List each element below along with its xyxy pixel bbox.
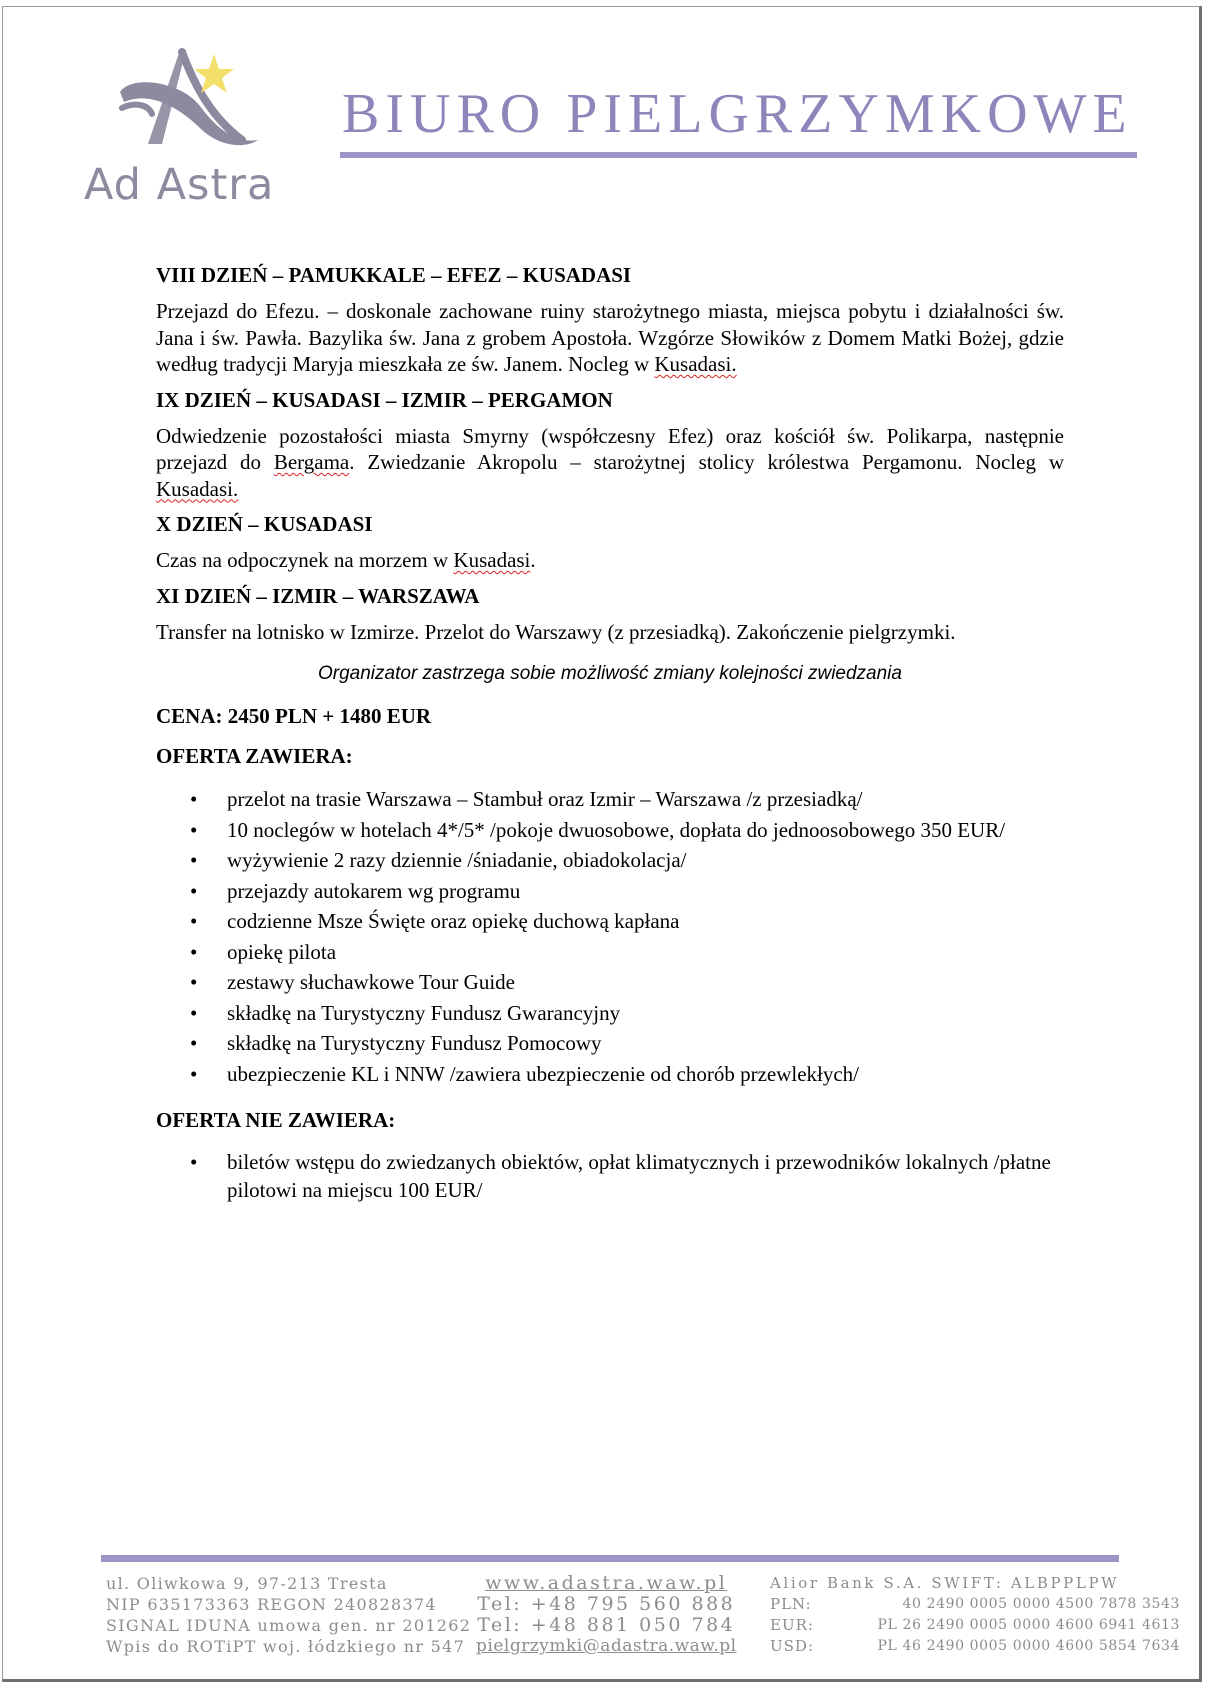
- list-item: • 10 noclegów w hotelach 4*/5* /pokoje dwuosobowe, dopłata do jednoosobowego 350 EUR/: [156, 815, 1064, 846]
- header-divider: [340, 152, 1137, 158]
- bank-name: Alior Bank S.A. SWIFT: ALBPPLPW: [770, 1574, 1120, 1592]
- document-body: [156, 262, 1064, 1222]
- office-title: BIURO PIELGRZYMKOWE: [342, 83, 1133, 145]
- excludes-list: [156, 1148, 1064, 1204]
- account-number: PL 46 2490 0005 0000 4600 5854 7634: [877, 1638, 1180, 1654]
- insurance-line: SIGNAL IDUNA umowa gen. nr 201262: [106, 1616, 472, 1635]
- nip-regon: NIP 635173363 REGON 240828374: [106, 1595, 437, 1614]
- footer-address: [106, 1573, 471, 1657]
- list-item: • opiekę pilota: [156, 937, 1064, 968]
- phone-2: Tel: +48 881 050 784: [477, 1614, 736, 1636]
- account-pln: [770, 1594, 1180, 1615]
- list-item: • składkę na Turystyczny Fundusz Gwarancyjny: [156, 998, 1064, 1029]
- excludes-heading: OFERTA NIE ZAWIERA:: [156, 1108, 396, 1132]
- website-link[interactable]: www.adastra.waw.pl: [485, 1572, 728, 1594]
- day-9-text: Odwiedzenie pozostałości miasta Smyrny (współczesny Efez) oraz kościół św. Polikarpa, następnie przejazd do Bergama. Zwiedzanie Akropolu – starożytnej stolicy królestwa Pergamonu. Nocleg w Kusadasi.: [156, 423, 1064, 501]
- logo-text: Ad Astra: [84, 160, 275, 210]
- account-usd: [770, 1636, 1180, 1657]
- account-label: EUR:: [770, 1616, 814, 1634]
- list-item: • codzienne Msze Święte oraz opiekę duchową kapłana: [156, 906, 1064, 937]
- includes-heading: OFERTA ZAWIERA:: [156, 744, 353, 768]
- day-11-heading: XI DZIEŃ – IZMIR – WARSZAWA: [156, 583, 480, 608]
- account-eur: [770, 1615, 1180, 1636]
- registry-line: Wpis do ROTiPT woj. łódzkiego nr 547: [106, 1637, 466, 1656]
- account-label: PLN:: [770, 1595, 812, 1613]
- account-number: 40 2490 0005 0000 4500 7878 3543: [902, 1596, 1180, 1612]
- list-item: • biletów wstępu do zwiedzanych obiektów, opłat klimatycznych i przewodników lokalnych /płatne pilotowi na miejscu 100 EUR/: [156, 1148, 1064, 1204]
- list-item: • wyżywienie 2 razy dziennie /śniadanie, obiadokolacja/: [156, 845, 1064, 876]
- email-link[interactable]: pielgrzymki@adastra.waw.pl: [476, 1636, 737, 1656]
- account-number: PL 26 2490 0005 0000 4600 6941 4613: [877, 1617, 1180, 1633]
- list-item: • przejazdy autokarem wg programu: [156, 876, 1064, 907]
- day-9-heading: IX DZIEŃ – KUSADASI – IZMIR – PERGAMON: [156, 387, 613, 412]
- footer-contact: [476, 1573, 737, 1657]
- list-item: • zestawy słuchawkowe Tour Guide: [156, 967, 1064, 998]
- address-line: ul. Oliwkowa 9, 97-213 Tresta: [106, 1574, 388, 1593]
- organizer-note: Organizator zastrzega sobie możliwość zmiany kolejności zwiedzania: [318, 663, 902, 684]
- price: CENA: 2450 PLN + 1480 EUR: [156, 703, 432, 728]
- day-11-text: Transfer na lotnisko w Izmirze. Przelot do Warszawy (z przesiadką). Zakończenie pielgrzymki.: [156, 619, 956, 644]
- list-item: • ubezpieczenie KL i NNW /zawiera ubezpieczenie od chorób przewlekłych/: [156, 1059, 1064, 1090]
- footer-divider: [101, 1555, 1119, 1562]
- phone-1: Tel: +48 795 560 888: [477, 1593, 736, 1615]
- account-label: USD:: [770, 1637, 814, 1655]
- list-item: • składkę na Turystyczny Fundusz Pomocowy: [156, 1028, 1064, 1059]
- day-8-text: Przejazd do Efezu. – doskonale zachowane ruiny starożytnego miasta, miejsca pobytu i działalności św. Jana i św. Pawła. Bazylika św. Jana z grobem Apostoła. Wzgórze Słowików z Domem Matki Bożej, gdzie według tradycji Maryja mieszkała ze św. Janem. Nocleg w Kusadasi.: [156, 299, 1064, 376]
- day-10-heading: X DZIEŃ – KUSADASI: [156, 512, 373, 536]
- day-8-heading: VIII DZIEŃ – PAMUKKALE – EFEZ – KUSADASI: [156, 263, 632, 287]
- day-10-text: Czas na odpoczynek na morzem w Kusadasi.: [156, 548, 536, 572]
- list-item: • przelot na trasie Warszawa – Stambuł oraz Izmir – Warszawa /z przesiadką/: [156, 784, 1064, 815]
- footer-bank: [770, 1573, 1180, 1657]
- includes-list: [156, 784, 1064, 1089]
